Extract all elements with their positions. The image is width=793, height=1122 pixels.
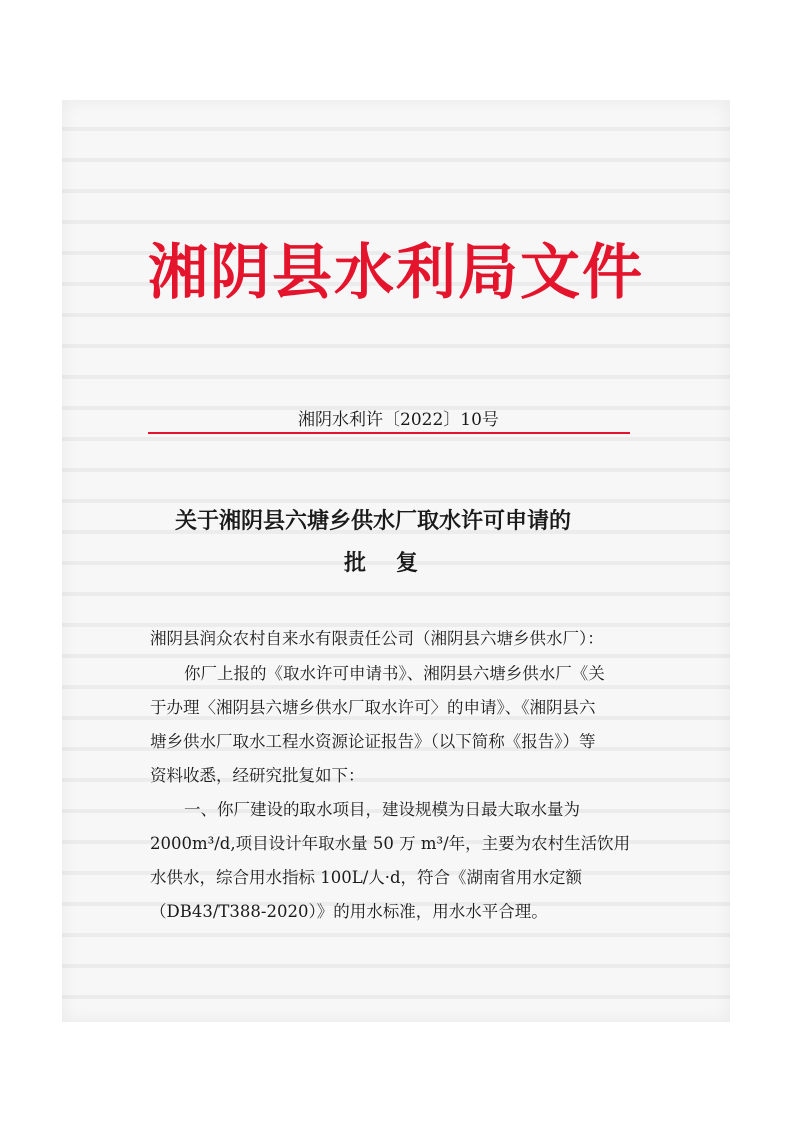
paragraph-2-line-1: 一、你厂建设的取水项目，建设规模为日最大取水量为 [184,800,580,819]
paragraph-2-line-2: 2000m³/d,项目设计年取水量 50 万 m³/年，主要为农村生活饮用 [150,834,631,853]
paragraph-1-line-4: 资料收悉，经研究批复如下： [150,766,365,785]
paragraph-1-line-2: 于办理〈湘阴县六塘乡供水厂取水许可〉的申请》、《湘阴县六 [150,698,596,717]
paragraph-1-line-3: 塘乡供水厂取水工程水资源论证报告》（以下简称《报告》）等 [150,732,596,751]
document-number: 湘阴水利许〔2022〕10号 [298,410,499,430]
document-title: 关于湘阴县六塘乡供水厂取水许可申请的 [175,508,572,534]
document-subtitle: 批复 [344,550,449,576]
red-divider-line [148,432,630,434]
paragraph-2-line-4: （DB43/T388-2020）》的用水标准，用水水平合理。 [150,902,548,921]
paragraph-1-line-1: 你厂上报的《取水许可申请书》、湘阴县六塘乡供水厂《关 [184,664,605,683]
addressee: 湘阴县润众农村自来水有限责任公司（湘阴县六塘乡供水厂）： [150,629,604,648]
paragraph-2-line-3: 水供水，综合用水指标 100L/人·d，符合《湖南省用水定额 [150,868,583,887]
letterhead: 湘阴县水利局文件 [148,238,644,308]
